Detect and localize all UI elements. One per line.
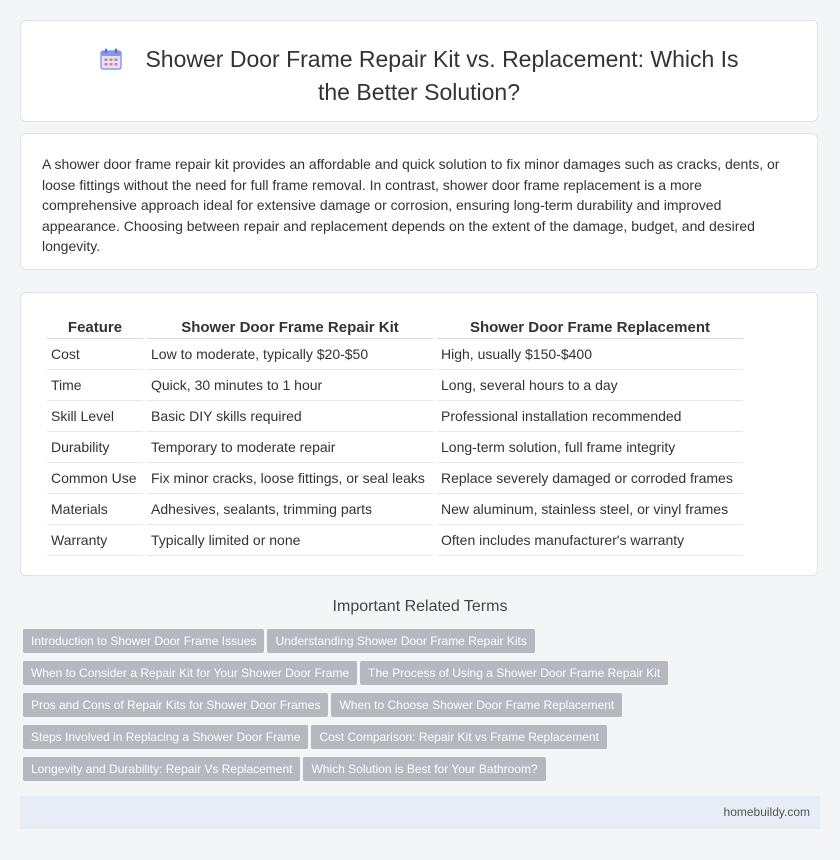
- cell-feature: Time: [47, 370, 143, 401]
- cell-repair-kit: Temporary to moderate repair: [147, 432, 433, 463]
- tag-row: [23, 629, 803, 661]
- comparison-table: [43, 316, 747, 556]
- table-row: [47, 370, 743, 401]
- cell-repair-kit: Quick, 30 minutes to 1 hour: [147, 370, 433, 401]
- cell-repair-kit: Adhesives, sealants, trimming parts: [147, 494, 433, 525]
- cell-repair-kit: Fix minor cracks, loose fittings, or seal leaks: [147, 463, 433, 494]
- table-row: [47, 339, 743, 370]
- table-row: [47, 432, 743, 463]
- intro-card: [20, 133, 818, 270]
- page-title: Shower Door Frame Repair Kit vs. Replacement: Which Is the Better Solution?: [145, 46, 739, 105]
- footer: [20, 796, 820, 829]
- table-header-row: [47, 316, 743, 339]
- cell-repair-kit: Typically limited or none: [147, 525, 433, 556]
- comparison-card: [20, 292, 818, 576]
- cell-repair-kit: Low to moderate, typically $20-$50: [147, 339, 433, 370]
- table-row: [47, 494, 743, 525]
- related-term-tag[interactable]: The Process of Using a Shower Door Frame Repair Kit: [360, 661, 668, 685]
- title-card: [20, 20, 818, 122]
- tag-row: [23, 693, 803, 725]
- header-feature: Feature: [47, 316, 143, 339]
- table-row: [47, 463, 743, 494]
- tag-row: [23, 757, 803, 789]
- related-terms-title: Important Related Terms: [332, 598, 508, 615]
- cell-repair-kit: Basic DIY skills required: [147, 401, 433, 432]
- cell-feature: Cost: [47, 339, 143, 370]
- related-term-tag[interactable]: Which Solution is Best for Your Bathroom?: [303, 757, 545, 781]
- cell-replacement: Often includes manufacturer's warranty: [437, 525, 743, 556]
- related-term-tag[interactable]: Steps Involved in Replacing a Shower Door Frame: [23, 725, 308, 749]
- cell-feature: Materials: [47, 494, 143, 525]
- related-term-tag[interactable]: Longevity and Durability: Repair Vs Replacement: [23, 757, 300, 781]
- page-title-wrap: [21, 45, 817, 107]
- related-term-tag[interactable]: Pros and Cons of Repair Kits for Shower Door Frames: [23, 693, 328, 717]
- cell-replacement: Long, several hours to a day: [437, 370, 743, 401]
- cell-feature: Warranty: [47, 525, 143, 556]
- intro-text: A shower door frame repair kit provides an affordable and quick solution to fix minor damages such as cracks, dents, or loose fittings without the need for full frame removal. In contrast, shower door frame replacement is a more comprehensive approach ideal for extensive damage or corrosion, ensuring long-term durability and improved appearance. Choosing between repair and replacement depends on the extent of the damage, budget, and desired longevity.: [42, 156, 780, 254]
- cell-replacement: Professional installation recommended: [437, 401, 743, 432]
- cell-replacement: Replace severely damaged or corroded frames: [437, 463, 743, 494]
- header-repair-kit: Shower Door Frame Repair Kit: [147, 316, 433, 339]
- tag-row: [23, 725, 803, 757]
- related-term-tag[interactable]: Cost Comparison: Repair Kit vs Frame Replacement: [311, 725, 606, 749]
- related-term-tag[interactable]: Introduction to Shower Door Frame Issues: [23, 629, 264, 653]
- related-term-tag[interactable]: When to Consider a Repair Kit for Your Shower Door Frame: [23, 661, 357, 685]
- cell-replacement: Long-term solution, full frame integrity: [437, 432, 743, 463]
- table-row: [47, 401, 743, 432]
- header-replacement: Shower Door Frame Replacement: [437, 316, 743, 339]
- cell-feature: Skill Level: [47, 401, 143, 432]
- calendar-icon: [99, 47, 123, 78]
- cell-feature: Durability: [47, 432, 143, 463]
- related-term-tag[interactable]: When to Choose Shower Door Frame Replacement: [331, 693, 622, 717]
- tag-row: [23, 661, 803, 693]
- footer-site-link[interactable]: homebuildy.com: [723, 805, 810, 819]
- related-terms-list: [23, 629, 803, 789]
- cell-replacement: New aluminum, stainless steel, or vinyl frames: [437, 494, 743, 525]
- cell-replacement: High, usually $150-$400: [437, 339, 743, 370]
- cell-feature: Common Use: [47, 463, 143, 494]
- table-row: [47, 525, 743, 556]
- related-term-tag[interactable]: Understanding Shower Door Frame Repair Kits: [267, 629, 534, 653]
